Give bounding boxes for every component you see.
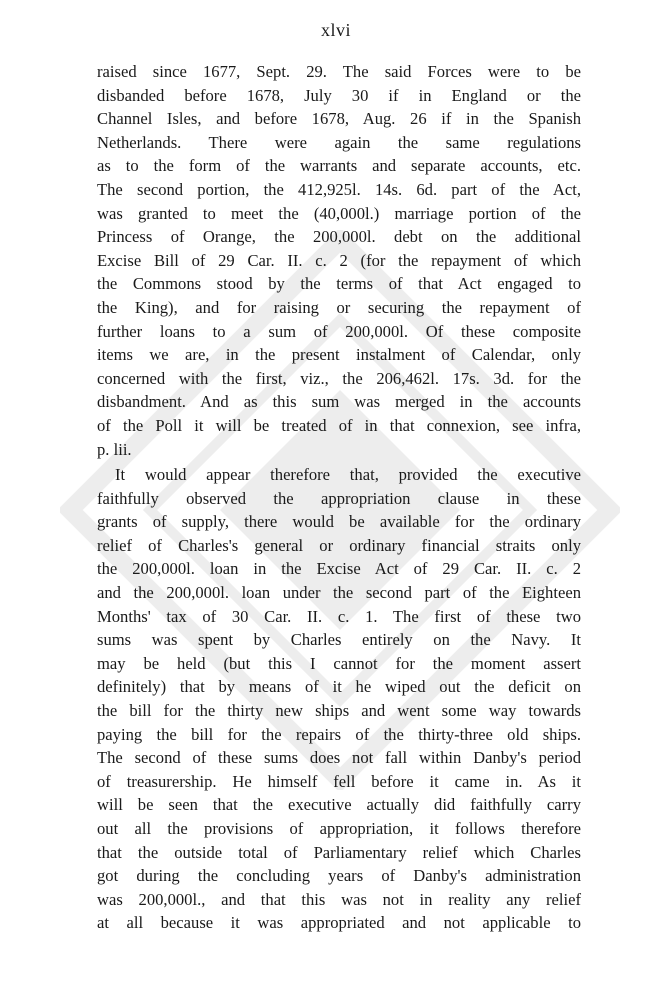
text-line: was granted to meet the (40,000l.) marriage portion of the <box>97 203 581 223</box>
text-line: of treasurership. He himself fell before it came in. As it <box>97 771 581 791</box>
page-number: xlvi <box>320 20 351 40</box>
text-line: and the 200,000l. loan under the second part of the Eighteen <box>97 583 581 603</box>
text-line: out all the provisions of appropriation, it follows therefore <box>97 819 581 838</box>
text-line: disbandment. And as this sum was merged in the accounts <box>97 392 581 412</box>
text-line: was 200,000l., and that this was not in reality any relief <box>97 889 581 909</box>
text-line: the 200,000l. loan in the Excise Act of 29 Car. II. c. 2 <box>97 559 581 579</box>
text-line: at all because it was appropriated and not applicable to <box>97 913 581 933</box>
text-line: It would appear therefore that, provided the executive <box>115 465 581 485</box>
text-line: disbanded before 1678, July 30 if in England or the <box>97 85 581 105</box>
text-line: faithfully observed the appropriation clause in these <box>97 488 581 508</box>
text-line: Princess of Orange, the 200,000l. debt on the additional <box>97 227 581 247</box>
text-line: the King), and for raising or securing the repayment of <box>97 297 581 317</box>
text-line: that the outside total of Parliamentary relief which Charles <box>97 842 581 862</box>
paragraph-1 <box>97 60 581 461</box>
text-line: The second portion, the 412,925l. 14s. 6d. part of the Act, <box>97 179 581 199</box>
text-line: sums was spent by Charles entirely on the Navy. It <box>97 630 581 650</box>
text-line: concerned with the first, viz., the 206,462l. 17s. 3d. for the <box>97 368 581 388</box>
text-line: Channel Isles, and before 1678, Aug. 26 if in the Spanish <box>97 109 581 129</box>
text-line: Months' tax of 30 Car. II. c. 1. The first of these two <box>97 606 581 626</box>
text-line: The second of these sums does not fall within Danby's period <box>97 748 581 768</box>
text-line: will be seen that the executive actually did faithfully carry <box>97 795 581 815</box>
text-line: further loans to a sum of 200,000l. Of these composite <box>97 321 581 341</box>
text-line: the Commons stood by the terms of that Act engaged to <box>97 274 581 294</box>
text-line: of the Poll it will be treated of in that connexion, see infra, <box>97 415 581 435</box>
text-line: relief of Charles's general or ordinary financial straits only <box>97 535 581 555</box>
text-line: may be held (but this I cannot for the moment assert <box>97 653 581 673</box>
paragraph-2 <box>97 463 581 935</box>
body-text <box>97 60 581 935</box>
text-line: as to the form of the warrants and separate accounts, etc. <box>97 156 581 176</box>
text-line: got during the concluding years of Danby's administration <box>97 866 581 886</box>
text-line: items we are, in the present instalment of Calendar, only <box>97 345 581 365</box>
text-line: paying the bill for the repairs of the thirty-three old ships. <box>97 724 581 744</box>
text-line: Netherlands. There were again the same regulations <box>97 132 581 152</box>
text-line: definitely) that by means of it he wiped out the deficit on <box>97 677 581 697</box>
text-line: the bill for the thirty new ships and went some way towards <box>97 701 581 721</box>
text-line: grants of supply, there would be available for the ordinary <box>97 512 581 532</box>
text-line: p. lii. <box>97 439 132 459</box>
text-line: raised since 1677, Sept. 29. The said Forces were to be <box>97 62 581 81</box>
text-line: Excise Bill of 29 Car. II. c. 2 (for the repayment of which <box>97 250 581 270</box>
